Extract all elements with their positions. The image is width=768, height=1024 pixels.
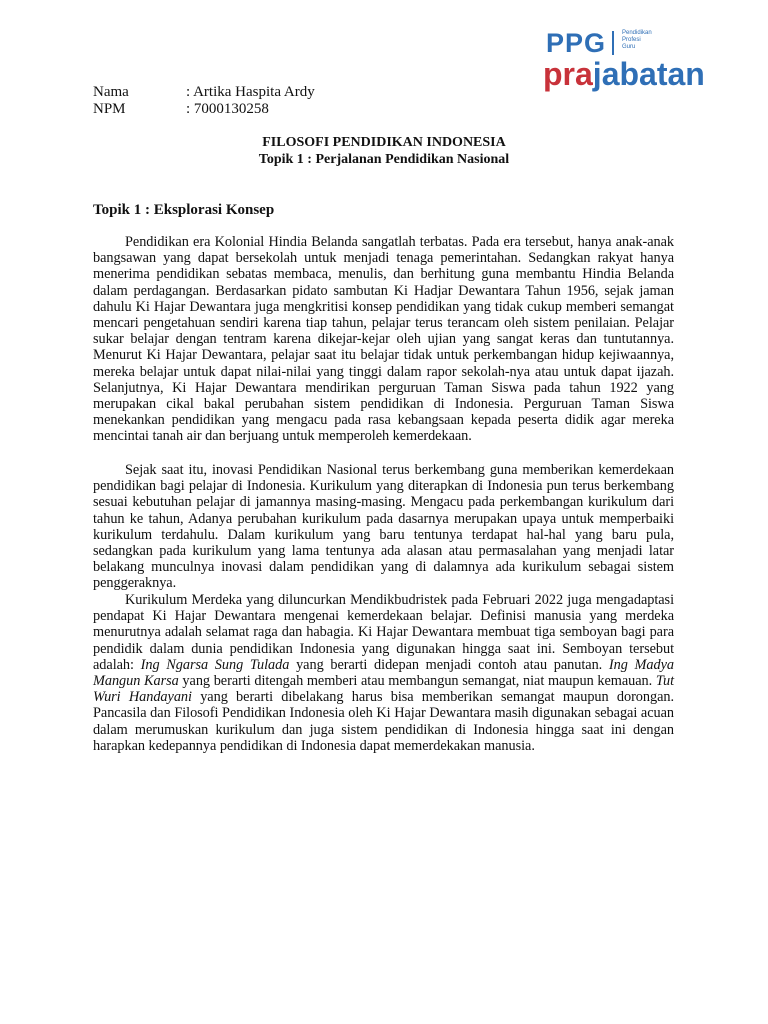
document-title: FILOSOFI PENDIDIKAN INDONESIA [262,135,506,150]
motto-tut-wuri: Tut Wuri Handayani [93,673,674,706]
document-subtitle: Topik 1 : Perjalanan Pendidikan Nasional [258,152,510,167]
paragraph-2: Sejak saat itu, inovasi Pendidikan Nasional terus berkembang guna memberikan kemerdekaan pendidikan bagi pelajar di Indonesia. Kurikulum yang diterapkan di Indonesia pun terus berkembang sesuai kebutuhan pelajar di jamannya masing-masing. Mengacu pada perkembangan kurikulum dari tahun ke tahun, Adanya perubahan kurikulum pada dasarnya merupakan upaya untuk memperbaiki kurikulum terdahulu. Dalam kurikulum yang baru tentunya terdapat hal-hal yang baru pula, sedangkan pada kurikulum yang lama tentunya ada alasan atau permasalahan yang menjadi latar belakang munculnya inovasi dalam pendidikan yang di dalamnya ada kurikulum sebagai sistem penggeraknya. [93,462,674,592]
paragraph-3-part-1: Kurikulum Merdeka yang diluncurkan Mendikbudristek pada Februari 2022 juga mengadaptasi pendapat Ki Hajar Dewantara mengenai kemerdekaan belajar. Definisi manusia yang merdeka menurutnya adalah selamat raga dan habagia. Ki Hajar Dewantara membuat tiga semboyan bagi para pendidik dalam dunia pendidikan Indonesia yang digunakan hingga saat ini. Semboyan tersebut adalah: [93,592,674,673]
paragraph-1: Pendidikan era Kolonial Hindia Belanda sangatlah terbatas. Pada era tersebut, hanya anak-anak bangsawan yang dapat bersekolah untuk menjadi tenaga pemerintahan. Sedangkan rakyat hanya menerima pendidikan sebatas membaca, menulis, dan berhitung guna membantu Hindia Belanda dalam perdagangan. Berdasarkan pidato sambutan Ki Hadjar Dewantara Tahun 1956, sejak jaman dahulu Ki Hajar Dewantara juga mengkritisi konsep pendidikan yang tidak cukup memberi semangat mencari pengetahuan sendiri karena tiap tahun, pelajar terus terancam oleh sistem penilaian. Pelajar sukar belajar dengan tentram karena dikejar-kejar oleh ujian yang sangat keras dan tuntutannya. Menurut Ki Hajar Dewantara, pelajar saat itu belajar tidak untuk perkembangan hidup kejiwaannya, mereka belajar untuk dapat nilai-nilai yang tinggi dalam rapor sekolah-nya atau untuk dapat ijazah. Selanjutnya, Ki Hajar Dewantara mendirikan perguruan Taman Siswa pada tahun 1922 yang merupakan cikal bakal perubahan sistem pendidikan di Indonesia. Perguruan Taman Siswa menekankan pendidikan yang mengacu pada rasa kebangsaan kepada peserta didik agar mereka mencintai tanah air dan berjuang untuk memperoleh kemerdekaan. [93,234,674,445]
logo-subtitle-line-3: Guru [622,44,636,50]
paragraph-3-part-4: yang berarti dibelakang harus bisa memberikan semangat maupun dorongan. Pancasila dan Filosofi Pendidikan Indonesia oleh Ki Hajar Dewantara masih digunakan sebagai acuan dalam merumuskan kurikulum dan juga sistem pendidikan di Indonesia hingga saat ini dengan harapkan kedepannya pendidikan di Indonesia dapat memerdekakan manusia. [93,689,674,754]
section-heading: Topik 1 : Eksplorasi Konsep [93,202,275,218]
logo-wordmark [543,56,705,92]
name-value: : Artika Haspita Ardy [186,84,315,100]
logo-divider [612,31,614,55]
motto-ing-ngarsa: Ing Ngarsa Sung Tulada [140,656,290,673]
npm-label: NPM [93,101,126,117]
logo-wordmark-jabatan: jabatan [592,56,705,92]
logo-subtitle-line-2: Profesi [622,37,641,43]
ppg-prajabatan-logo [543,28,723,98]
paragraph-3-part-3: yang berarti ditengah memberi atau membangun semangat, niat maupun kemauan. [178,673,656,690]
motto-ing-madya: Ing Madya Mangun Karsa [93,656,674,690]
npm-value: : 7000130258 [186,101,269,117]
logo-subtitle-line-1: Pendidikan [622,30,652,36]
logo-wordmark-pra: pra [543,56,593,92]
paragraph-3-part-2: yang berarti didepan menjadi contoh atau panutan. [289,656,609,673]
name-row [93,84,315,101]
name-label: Nama [93,84,129,100]
paragraph-3 [93,592,674,754]
logo-subtitle [622,30,652,51]
logo-ppg-text: PPG [546,28,607,58]
npm-row [93,101,269,118]
